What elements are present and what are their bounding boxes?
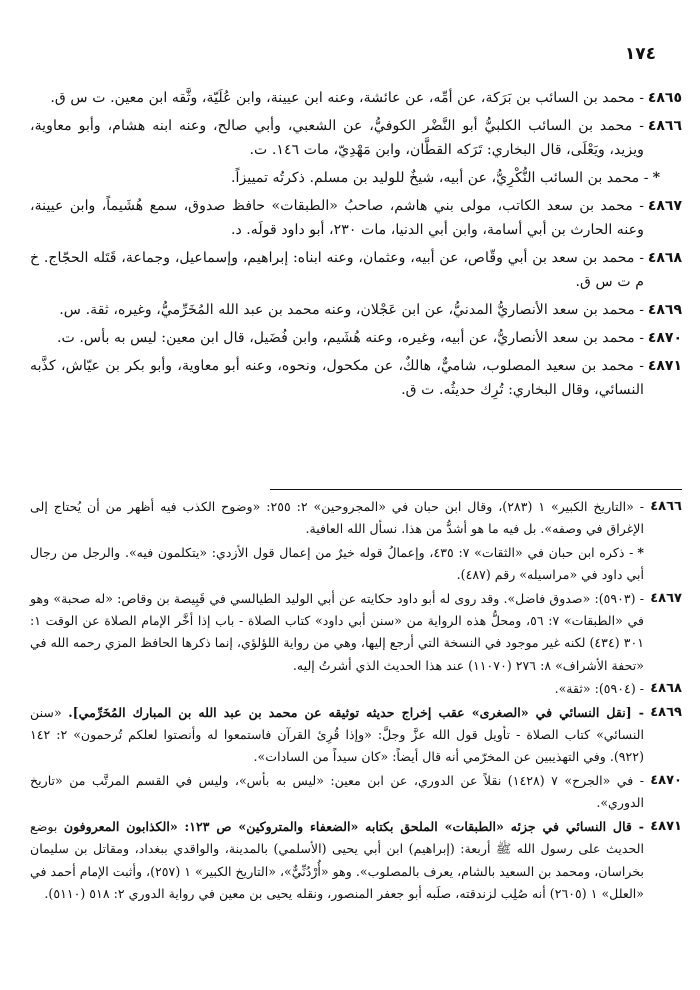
footnote-text	[30, 816, 644, 906]
footnote-number: ٤٨٦٧	[650, 590, 682, 606]
entry-text	[30, 298, 644, 322]
entry-number: ٤٨٦٨	[647, 250, 682, 266]
footnote-number: ٤٨٦٩	[650, 704, 682, 720]
text-span: - محمد بن سعد الأنصاريُّ المدنيُّ، عن ابن عَجْلان، وعنه محمد بن عبد الله المُخَرِّميُّ، وغيره، ثقة. س.	[59, 302, 644, 318]
entry-text	[30, 114, 644, 162]
text-span: بوضع الحديث على رسول الله ﷺ أربعة: (إبراهيم) ابن أبي يحيى (الأسلمي) بالمدينة، والواقدي ببغداد، ومقاتل بن سليمان بخراسان، ومحمد بن السعيد بالشام، يعرف بالمصلوب». وهو «أُرْدُنِّيٌّ»، «التاريخ الكبير» ١ (٢٥٧)، وأثبت الإمام أحمد في «العلل» ١ (٢٦٠٥) أنه صُلِب لزندقته، صلَبه أبو جعفر المنصور، ونقله يحيى بن معين في رواية الدوري ٢: ٥١٨ (٥١١٠).	[30, 818, 644, 901]
text-span: - محمد بن السائب الكلبيُّ أبو النَّضْر الكوفيُّ، عن الشعبي، وأبي صالح، وعنه ابنه هشام، وأبو معاوية، ويزيد، ويَعْلَى، قال البخاري: تَرَكه القطَّان، وابن مَهْدِيّ، مات ١٤٦. ت.	[30, 118, 644, 158]
text-span: - محمد بن سعد الكاتب، مولى بني هاشم، صاحبُ «الطبقات» حافظ صدوق، سمع هُشَيماً، وابن عيينة، وعنه الحارث بن أبي أسامة، وابن أبي الدنيا، مات ٢٣٠، أبو داود قولَه. د.	[30, 198, 644, 238]
text-span: «سنن النسائي» كتاب الصلاة - تأويل قول الله عزَّ وجلَّ: «وإذا قُرِئ القرآن فاستمعوا له وأنصتوا لعلكم تُرحمون» ٢: ١٤٢ (٩٢٢). وفي التهذيبين عن المخرّمي أنه قال أيضاً: «كان سيداً من السادات».	[30, 704, 644, 765]
footnote-text	[30, 770, 644, 815]
text-span: - محمد بن سعد بن أبي وقّاص، عن أبيه، وعثمان، وعنه ابناه: إبراهيم، وإسماعيل، وجماعة، قَتَله الحجّاج. خ م ت س ق.	[30, 250, 644, 290]
footnote	[30, 588, 682, 678]
biography-entry	[30, 166, 660, 190]
text-span: - محمد بن سعيد المصلوب، شاميٌّ، هالكٌ، عن مكحول، ونحوه، وعنه أبو معاوية، وأبو بكر بن عيّاش، كذَّبه النسائي، وقال البخاري: تُرِك حديثُه. ت ق.	[30, 358, 644, 398]
footnote-text	[30, 588, 644, 678]
text-span: - محمد بن السائب بن بَرَكة، عن أمِّه، عن عائشة، وعنه ابن عيينة، وابن عُلَيّة، وثَّقه ابن معين. ت س ق.	[50, 90, 644, 106]
footnote-text	[30, 678, 644, 700]
footnote-text	[30, 542, 644, 587]
entry-number: ٤٨٦٥	[647, 90, 682, 106]
footnote	[30, 770, 682, 815]
footnote-number: ٤٨٦٨	[650, 681, 682, 697]
text-span: - محمد بن السائب النُّكْرِيُّ، عن أبيه، شيخٌ للوليد بن مسلم. ذكرتُه تمييزاً.	[231, 170, 649, 186]
entry-text	[30, 194, 644, 242]
footnote-heading: - [نقل النسائي في «الصغرى» عقب إخراج حديثه توثيقه عن محمد بن عبد الله بن المبارك المُخَرِّمي].	[68, 704, 644, 720]
biography-entry	[30, 354, 682, 402]
text-span: - (٥٩٠٤): «ثقة».	[554, 681, 644, 697]
biography-entries	[30, 86, 682, 406]
entry-text	[30, 166, 660, 190]
entry-number: ٤٨٦٦	[647, 118, 682, 134]
text-span: - ذكره ابن حبان في «الثقات» ٧: ٤٣٥، وإعمالُ قوله خيرٌ من إعمال قول الأزدي: «يتكلمون فيه». والرجل من رجال أبي داود في «مراسيله» رقم (٤٨٧).	[30, 544, 644, 583]
entry-number: ٤٨٦٩	[647, 302, 682, 318]
biography-entry	[30, 86, 682, 110]
footnote-text	[30, 496, 644, 541]
footnote-number: ٤٨٧٠	[650, 772, 682, 788]
entry-number: ٤٨٧١	[647, 358, 682, 374]
asterisk-marker: *	[637, 544, 644, 560]
text-span: - «التاريخ الكبير» ١ (٢٨٣)، وقال ابن حبان في «المجروحين» ٢: ٢٥٥: «وضوح الكذب فيه أظهر من أن يُحتاج إلى الإغراق في وصفه». بل فيه ما هو أشدُّ من هذا. نسأل الله العافية.	[30, 499, 644, 537]
biography-entry	[30, 246, 682, 294]
footnote	[30, 816, 682, 906]
footnote	[30, 678, 682, 700]
asterisk-marker: *	[652, 170, 660, 186]
footnote	[30, 702, 682, 769]
text-span: - محمد بن سعد الأنصاريُّ، عن أبيه، وغيره، وعنه هُشَيم، وابن فُضَيل، قال ابن معين: ليس به بأس. ت.	[57, 330, 644, 346]
footnote	[30, 542, 682, 587]
text-span: - (٥٩٠٣): «صدوق فاضل». وقد روى له أبو داود حكايته عن أبي الوليد الطيالسي في قَبِيصة بن وقاص: «له صحبة» وهو في «الطبقات» ٧: ٥٦، ومحلُّ هذه الرواية من «سنن أبي داود» كتاب الصلاة - باب إذا أخَّر الإمام الصلاة عن الوقت ١: ٣٠١ (٤٣٤) لكنه غير موجود في النسخة التي أرجع إليها، وهي من رواية اللؤلؤي، إنما ذكرها الحافظ المزي رحمه الله في «تحفة الأشراف» ٨: ٢٧٦ (١١٠٧٠) عند هذا الحديث الذي أشرتُ إليه.	[30, 590, 645, 673]
entry-text	[30, 246, 644, 294]
footnotes	[30, 496, 682, 906]
footnote-heading: - قال النسائي في جزئه «الطبقات» الملحق بكتابه «الضعفاء والمتروكين» ص ١٢٣: «الكذابون المعروفون	[63, 818, 644, 834]
footnote-number: ٤٨٧١	[650, 818, 682, 834]
biography-entry	[30, 194, 682, 242]
page-number: ١٧٤	[624, 44, 656, 64]
entry-text	[30, 354, 644, 402]
footnote	[30, 496, 682, 541]
biography-entry	[30, 114, 682, 162]
biography-entry	[30, 298, 682, 322]
footnote-number: ٤٨٦٦	[650, 499, 682, 514]
entry-number: ٤٨٦٧	[647, 198, 682, 214]
entry-number: ٤٨٧٠	[647, 330, 682, 346]
footnote-text	[30, 702, 644, 769]
biography-entry	[30, 326, 682, 350]
entry-text	[30, 86, 644, 110]
footnote-separator	[270, 489, 682, 490]
entry-text	[30, 326, 644, 350]
text-span: - في «الجرح» ٧ (١٤٢٨) نقلاً عن الدوري، عن ابن معين: «ليس به بأس»، وليس في القسم المرتَّب من «تاريخ الدوري».	[30, 772, 644, 811]
